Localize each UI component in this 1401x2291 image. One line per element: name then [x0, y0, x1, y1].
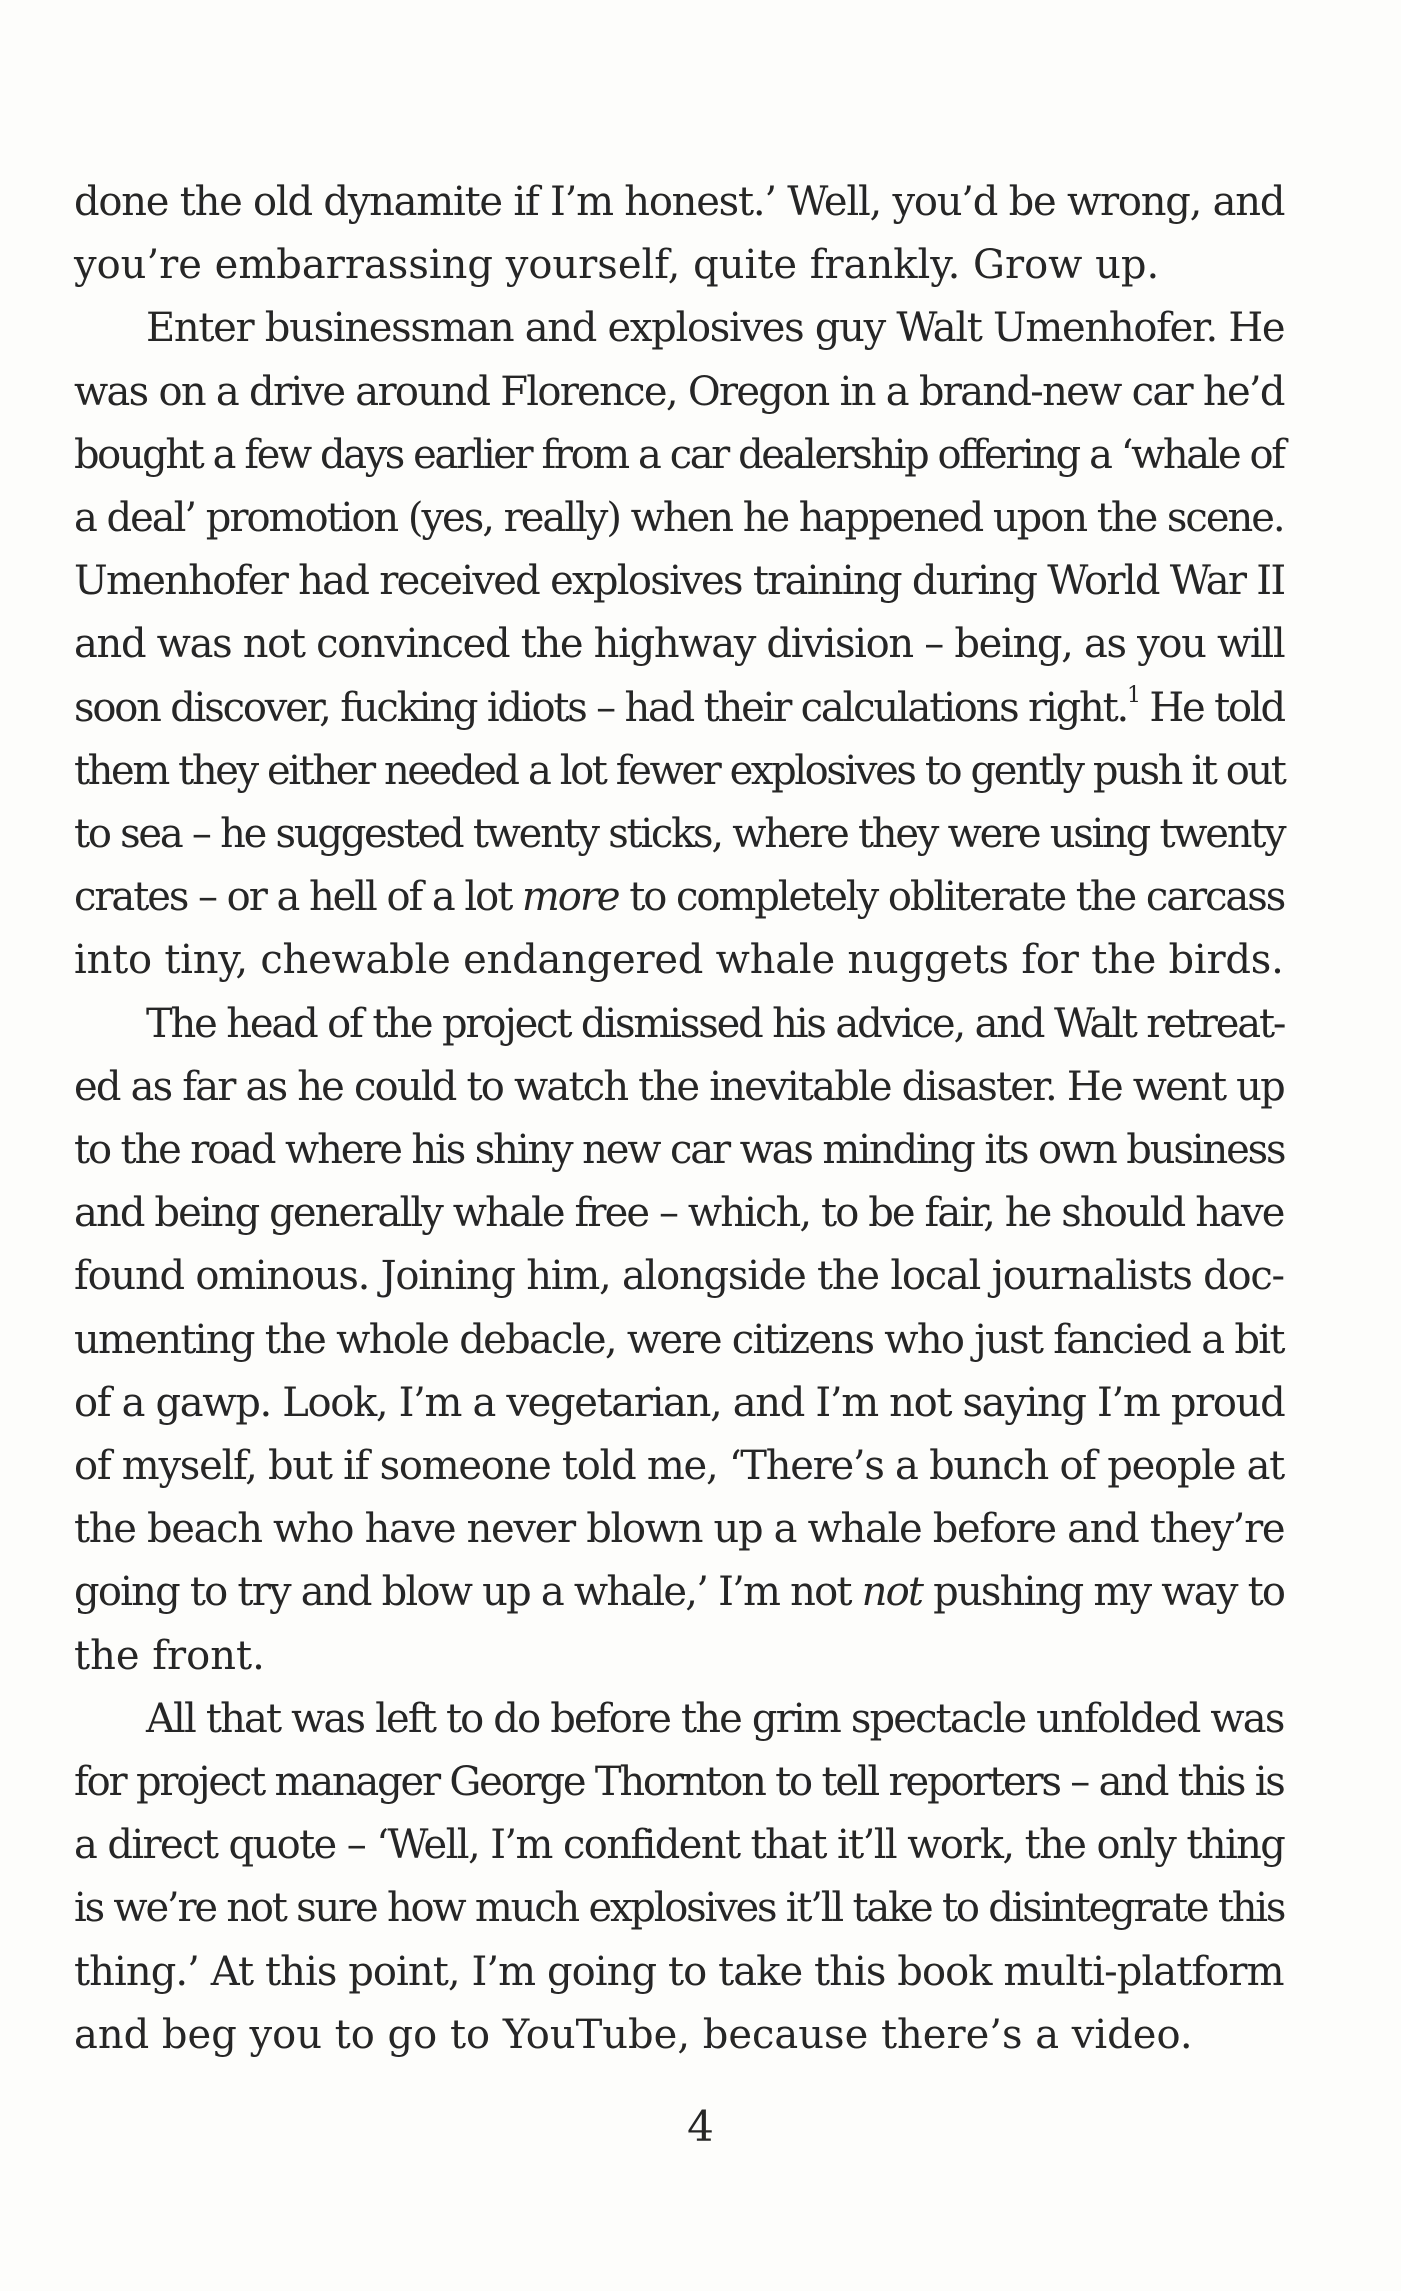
text-line — [74, 613, 1284, 676]
footnote-marker: 1 — [1127, 683, 1139, 709]
text-line — [74, 1182, 1284, 1245]
text-line — [74, 1056, 1284, 1119]
text-segment: the front. — [74, 1632, 265, 1679]
text-line — [74, 993, 1284, 1056]
text-line — [74, 234, 1284, 297]
text-line — [74, 1625, 1284, 1688]
text-segment: ed as far as he could to watch the inevitable disaster. He went up — [74, 1063, 1284, 1110]
body-text — [74, 171, 1284, 2067]
text-line — [74, 1435, 1284, 1498]
text-line — [74, 1561, 1284, 1624]
text-segment: All that was left to do before the grim spectacle unfolded was — [146, 1695, 1284, 1742]
text-segment: thing.’ At this point, I’m going to take this book multi-platform — [74, 1948, 1284, 1995]
text-segment: them they either needed a lot fewer explosives to gently push it out — [74, 747, 1285, 794]
text-segment: into tiny, chewable endangered whale nuggets for the birds. — [74, 937, 1284, 984]
text-line — [74, 297, 1284, 360]
text-line — [74, 866, 1284, 929]
paragraph — [74, 297, 1284, 992]
paragraph — [74, 171, 1284, 297]
text-line — [74, 1372, 1284, 1435]
text-line — [74, 1688, 1284, 1751]
text-line — [74, 677, 1284, 740]
text-segment: Umenhofer had received explosives training during World War II — [74, 558, 1285, 605]
text-segment: umenting the whole debacle, were citizens who just fancied a bit — [74, 1316, 1284, 1363]
text-segment: to completely obliterate the carcass — [618, 874, 1285, 921]
text-line — [74, 929, 1284, 992]
paragraph — [74, 993, 1284, 1688]
text-segment: found ominous. Joining him, alongside the local journalists doc- — [74, 1253, 1284, 1300]
text-line — [74, 1245, 1284, 1308]
text-segment: crates – or a hell of a lot — [74, 874, 522, 921]
text-line — [74, 171, 1284, 234]
text-line — [74, 1814, 1283, 1877]
text-line — [74, 1309, 1284, 1372]
text-segment: was on a drive around Florence, Oregon in a brand-new car he’d — [74, 368, 1284, 415]
text-line — [74, 487, 1284, 550]
text-line — [74, 1498, 1284, 1561]
text-line — [74, 361, 1284, 424]
paragraph — [74, 1688, 1284, 2067]
text-segment: The head of the project dismissed his advice, and Walt retreat- — [146, 1000, 1285, 1047]
text-segment: is we’re not sure how much explosives it’ll take to disintegrate this — [74, 1885, 1285, 1932]
text-segment: done the old dynamite if I’m honest.’ Well, you’d be wrong, and — [74, 179, 1285, 225]
text-line — [74, 1877, 1284, 1940]
text-line — [74, 803, 1284, 866]
text-segment: a direct quote – ‘Well, I’m confident that it’ll work, the only thing — [74, 1822, 1285, 1869]
text-line — [74, 2004, 1284, 2067]
page-number: 4 — [687, 2102, 714, 2151]
text-segment: and being generally whale free – which, to be fair, he should have — [74, 1190, 1284, 1237]
emphasis-text: more — [521, 874, 619, 921]
text-segment: bought a few days earlier from a car dealership offering a ‘whale of — [74, 431, 1284, 478]
text-line — [74, 1119, 1284, 1182]
text-line — [74, 424, 1282, 487]
text-segment: of myself, but if someone told me, ‘There’s a bunch of people at — [74, 1443, 1284, 1490]
text-segment: and was not convinced the highway division – being, as you will — [74, 621, 1285, 668]
text-line — [74, 1941, 1284, 2004]
text-line — [74, 740, 1284, 803]
text-segment: going to try and blow up a whale,’ I’m not — [74, 1569, 862, 1616]
text-segment: Enter businessman and explosives guy Walt Umenhofer. He — [146, 305, 1285, 352]
text-segment: soon discover, fucking idiots – had their calculations right. — [74, 684, 1128, 731]
text-segment: He told — [1138, 684, 1284, 731]
text-segment: and beg you to go to YouTube, because there’s a video. — [74, 2011, 1193, 2058]
text-segment: to sea – he suggested twenty sticks, where they were using twenty — [74, 811, 1285, 858]
text-segment: of a gawp. Look, I’m a vegetarian, and I’m not saying I’m proud — [74, 1379, 1285, 1426]
text-segment: pushing my way to — [922, 1569, 1285, 1616]
emphasis-text: not — [861, 1569, 923, 1616]
text-segment: to the road where his shiny new car was minding its own business — [74, 1127, 1285, 1174]
text-segment: you’re embarrassing yourself, quite frankly. Grow up. — [74, 242, 1160, 289]
text-line — [74, 550, 1284, 613]
text-segment: the beach who have never blown up a whale before and they’re — [74, 1506, 1285, 1553]
text-segment: a deal’ promotion (yes, really) when he happened upon the scene. — [74, 495, 1284, 542]
text-line — [74, 1751, 1284, 1814]
text-segment: for project manager George Thornton to tell reporters – and this is — [74, 1759, 1284, 1806]
